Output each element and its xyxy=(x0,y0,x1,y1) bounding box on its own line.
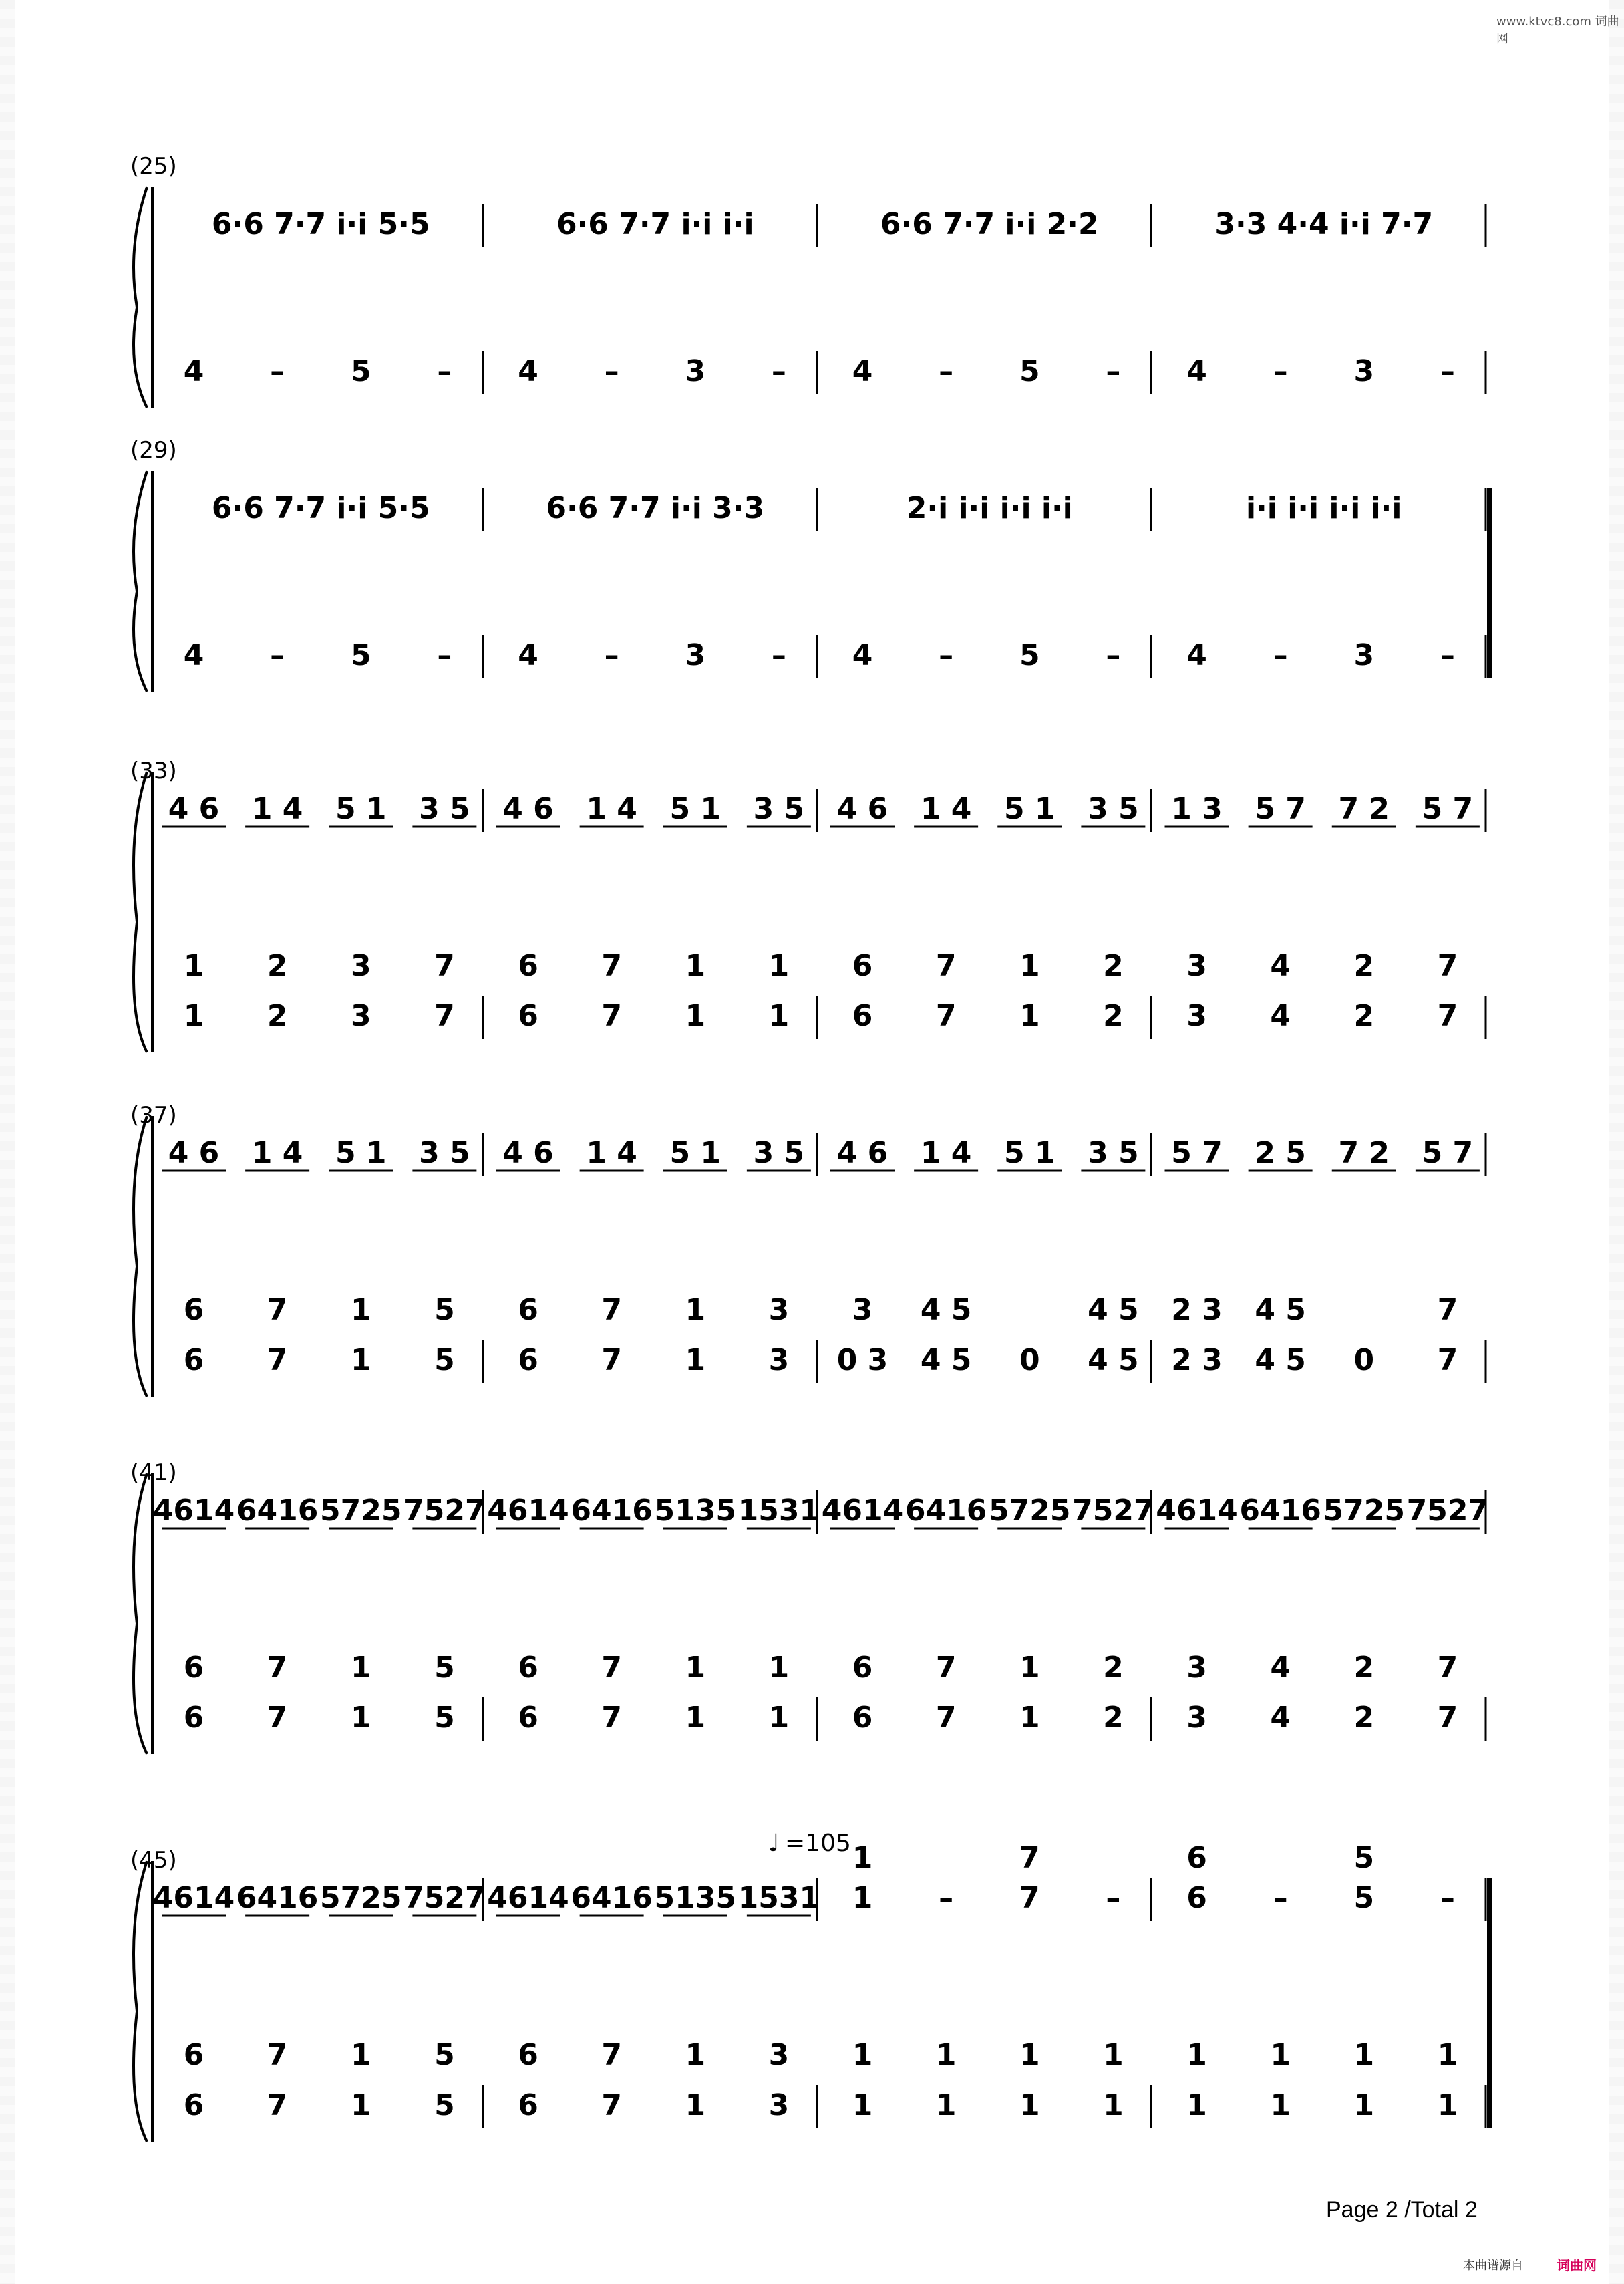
bass-note: 7 xyxy=(267,1701,288,1735)
bass-note: 4 xyxy=(518,354,538,388)
middle-voice-note: 5 xyxy=(434,2038,455,2072)
middle-voice-note: 6 xyxy=(183,1651,204,1685)
bass-note: 2 xyxy=(1353,999,1375,1033)
middle-voice-note: 7 xyxy=(601,949,622,983)
bass-note: 2 xyxy=(1103,999,1124,1033)
bass-note: – xyxy=(437,354,452,388)
bass-note: 1 xyxy=(685,1343,706,1377)
treble-note-group: – xyxy=(1273,1881,1288,1915)
bass-note: 1 xyxy=(183,999,204,1033)
treble-note-group: 3 5 xyxy=(753,1136,805,1170)
treble-measure: 6·6 7·7 i·i i·i xyxy=(556,207,754,241)
middle-voice-note: 4 5 xyxy=(920,1293,972,1327)
bass-note: 6 xyxy=(518,999,538,1033)
system-number: (33) xyxy=(130,758,177,784)
middle-voice-note: 2 xyxy=(1103,1651,1124,1685)
bass-note: 5 xyxy=(434,2088,455,2122)
bass-note: 0 xyxy=(1019,1343,1040,1377)
bass-note: 4 5 xyxy=(1088,1343,1139,1377)
middle-voice-note: 6 xyxy=(518,2038,538,2072)
treble-note-group: 4614 xyxy=(487,1493,569,1528)
bass-note: – xyxy=(604,354,619,388)
bass-note: 4 xyxy=(183,638,204,672)
bass-note: – xyxy=(1106,638,1121,672)
bass-note: 4 5 xyxy=(1255,1343,1306,1377)
bass-note: – xyxy=(1440,638,1455,672)
treble-note-group: 1 4 xyxy=(586,792,637,826)
middle-voice-note: 3 xyxy=(1186,1651,1207,1685)
treble-note-group: 3 5 xyxy=(753,792,805,826)
middle-voice-note: 1 xyxy=(1437,2038,1458,2072)
site-watermark: www.ktvc8.com 词曲网 xyxy=(1496,15,1619,46)
system-brace xyxy=(134,1116,147,1397)
treble-note-group: 4614 xyxy=(821,1493,904,1528)
treble-note-group: 6416 xyxy=(905,1493,987,1528)
treble-note-group: 4 6 xyxy=(168,1136,220,1170)
middle-voice-note: 7 xyxy=(601,1293,622,1327)
bass-note: 1 xyxy=(768,1701,790,1735)
tempo-mark: =105 xyxy=(785,1830,851,1857)
middle-voice-note: 3 xyxy=(768,2038,790,2072)
bass-note: – xyxy=(1106,354,1121,388)
bass-note: – xyxy=(939,638,954,672)
treble-note-group: – xyxy=(1440,1881,1455,1915)
bass-note: 7 xyxy=(267,1343,288,1377)
treble-note-group: 1531 xyxy=(738,1881,820,1915)
bass-note: 1 xyxy=(1353,2088,1375,2122)
treble-measure: 6·6 7·7 i·i 2·2 xyxy=(880,207,1099,241)
bass-note: 7 xyxy=(601,1701,622,1735)
bass-note: 1 xyxy=(1437,2088,1458,2122)
treble-note-group: 1 4 xyxy=(586,1136,637,1170)
bass-note: 5 xyxy=(1019,354,1040,388)
bass-note: 7 xyxy=(1437,1343,1458,1377)
bass-note: – xyxy=(1440,354,1455,388)
system-number: (25) xyxy=(130,153,177,180)
middle-voice-note: 4 5 xyxy=(1088,1293,1139,1327)
bass-note: 7 xyxy=(935,1701,957,1735)
bass-note: 4 xyxy=(1186,354,1207,388)
treble-note-group: 3 5 xyxy=(419,1136,470,1170)
treble-note-group: 1 3 xyxy=(1171,792,1223,826)
treble-note-group: 5 1 xyxy=(1003,792,1055,826)
middle-voice-note: 1 xyxy=(1019,2038,1040,2072)
treble-note-group: 4 6 xyxy=(502,1136,554,1170)
treble-note-group: 7 xyxy=(1019,1881,1040,1915)
treble-note-group: 1 4 xyxy=(251,1136,303,1170)
middle-voice-note: 1 xyxy=(768,1651,790,1685)
treble-note-group: 4 6 xyxy=(836,792,888,826)
treble-note-group: 7 2 xyxy=(1338,792,1390,826)
middle-voice-note: 7 xyxy=(1437,949,1458,983)
treble-measure: i·i i·i i·i i·i xyxy=(1246,491,1402,525)
treble-note-group: 1 4 xyxy=(251,792,303,826)
bass-note: 1 xyxy=(350,1343,371,1377)
brand-logo: 词曲网 xyxy=(1557,2257,1597,2273)
treble-note-group: 2 5 xyxy=(1255,1136,1306,1170)
treble-note-group: 4 6 xyxy=(168,792,220,826)
system-brace xyxy=(134,187,147,408)
middle-voice-note: 6 xyxy=(183,1293,204,1327)
treble-note-group: 6416 xyxy=(236,1881,319,1915)
bass-note: 4 xyxy=(1186,638,1207,672)
middle-voice-note: 7 xyxy=(935,1651,957,1685)
middle-voice-note: 4 xyxy=(1270,949,1291,983)
middle-voice-note: 7 xyxy=(601,1651,622,1685)
bass-note: 1 xyxy=(1019,1701,1040,1735)
bass-note: 5 xyxy=(350,638,371,672)
bass-note: 3 xyxy=(350,999,371,1033)
treble-note-group: 5 1 xyxy=(669,1136,721,1170)
bass-note: 3 xyxy=(685,354,706,388)
page-number: Page 2 /Total 2 xyxy=(1326,2197,1478,2223)
treble-note-group: 4614 xyxy=(487,1881,569,1915)
treble-note-group: 6416 xyxy=(236,1493,319,1528)
treble-measure: 6·6 7·7 i·i 3·3 xyxy=(546,491,765,525)
bass-note: 7 xyxy=(1437,999,1458,1033)
middle-voice-note: 2 3 xyxy=(1171,1293,1223,1327)
bass-note: 1 xyxy=(350,1701,371,1735)
treble-note-group: 5 7 xyxy=(1422,792,1474,826)
system-brace xyxy=(134,1473,147,1754)
middle-voice-note: 3 xyxy=(852,1293,873,1327)
treble-note-group: 1 4 xyxy=(920,1136,972,1170)
bass-note: – xyxy=(939,354,954,388)
bass-note: 6 xyxy=(183,1343,204,1377)
middle-voice-note: 3 xyxy=(1186,949,1207,983)
treble-note-group: 5135 xyxy=(654,1493,736,1528)
treble-note-group: 4614 xyxy=(152,1881,235,1915)
system-number: (37) xyxy=(130,1102,177,1129)
middle-voice-note: 2 xyxy=(1103,949,1124,983)
middle-voice-note: 1 xyxy=(350,2038,371,2072)
system-number: (45) xyxy=(130,1847,177,1874)
treble-note-group: 5 1 xyxy=(1003,1136,1055,1170)
treble-note-group: 5 7 xyxy=(1171,1136,1223,1170)
bass-note: 3 xyxy=(768,1343,790,1377)
middle-voice-note: 1 xyxy=(685,1293,706,1327)
bass-note: – xyxy=(771,638,786,672)
treble-measure: 6·6 7·7 i·i 5·5 xyxy=(211,491,430,525)
treble-note-group: 1 4 xyxy=(920,792,972,826)
middle-voice-note: 1 xyxy=(685,949,706,983)
bass-note: 5 xyxy=(434,1343,455,1377)
treble-note-group: 4614 xyxy=(1156,1493,1238,1528)
bass-note: 1 xyxy=(1019,2088,1040,2122)
treble-note-group: 7 2 xyxy=(1338,1136,1390,1170)
bass-note: 2 xyxy=(1353,1701,1375,1735)
bass-note: 1 xyxy=(852,2088,873,2122)
upper-voice-note: 7 xyxy=(1019,1841,1040,1875)
tempo-note-icon: ♩ xyxy=(768,1830,780,1857)
treble-note-group: 4614 xyxy=(152,1493,235,1528)
middle-voice-note: 7 xyxy=(1437,1293,1458,1327)
bass-note: 4 xyxy=(1270,1701,1291,1735)
treble-note-group: 5135 xyxy=(654,1881,736,1915)
bass-note: 1 xyxy=(935,2088,957,2122)
treble-note-group: 6416 xyxy=(571,1493,653,1528)
bass-note: 5 xyxy=(1019,638,1040,672)
upper-voice-note: 5 xyxy=(1353,1841,1375,1875)
treble-note-group: 6416 xyxy=(571,1881,653,1915)
bass-note: 3 xyxy=(685,638,706,672)
bass-note: 3 xyxy=(768,2088,790,2122)
upper-voice-note: 6 xyxy=(1186,1841,1207,1875)
bass-note: – xyxy=(1273,638,1288,672)
middle-voice-note: 4 xyxy=(1270,1651,1291,1685)
bass-note: – xyxy=(270,638,285,672)
bass-note: 7 xyxy=(267,2088,288,2122)
treble-note-group: 4 6 xyxy=(502,792,554,826)
treble-note-group: – xyxy=(939,1881,954,1915)
bass-note: – xyxy=(437,638,452,672)
treble-note-group: 3 5 xyxy=(1088,1136,1139,1170)
bass-note: 7 xyxy=(601,999,622,1033)
middle-voice-note: 7 xyxy=(267,1293,288,1327)
middle-voice-note: 1 xyxy=(1019,949,1040,983)
treble-measure: 6·6 7·7 i·i 5·5 xyxy=(211,207,430,241)
bass-note: 7 xyxy=(935,999,957,1033)
bass-note: 3 xyxy=(1353,354,1375,388)
middle-voice-note: 3 xyxy=(350,949,371,983)
bass-note: 7 xyxy=(601,1343,622,1377)
bass-note: 3 xyxy=(1353,638,1375,672)
bass-note: 7 xyxy=(1437,1701,1458,1735)
treble-note-group: 5 1 xyxy=(335,792,387,826)
middle-voice-note: 7 xyxy=(434,949,455,983)
middle-voice-note: 7 xyxy=(1437,1651,1458,1685)
bass-note: – xyxy=(270,354,285,388)
treble-note-group: 6416 xyxy=(1239,1493,1321,1528)
treble-note-group: 3 5 xyxy=(1088,792,1139,826)
bass-note: 1 xyxy=(1270,2088,1291,2122)
middle-voice-note: 3 xyxy=(768,1293,790,1327)
middle-voice-note: 1 xyxy=(685,2038,706,2072)
system-brace xyxy=(134,471,147,692)
middle-voice-note: 6 xyxy=(518,949,538,983)
treble-note-group: 5 7 xyxy=(1255,792,1306,826)
middle-voice-note: 1 xyxy=(350,1293,371,1327)
middle-voice-note: 1 xyxy=(183,949,204,983)
bass-note: 1 xyxy=(768,999,790,1033)
middle-voice-note: 1 xyxy=(768,949,790,983)
bass-note: 4 xyxy=(1270,999,1291,1033)
bass-note: 1 xyxy=(350,2088,371,2122)
middle-voice-note: 5 xyxy=(434,1293,455,1327)
middle-voice-note: 2 xyxy=(1353,949,1375,983)
upper-voice-note: 1 xyxy=(852,1841,873,1875)
bass-note: 6 xyxy=(183,1701,204,1735)
bass-note: 7 xyxy=(434,999,455,1033)
bass-note: 3 xyxy=(1186,1701,1207,1735)
treble-note-group: 7527 xyxy=(1406,1493,1489,1528)
bass-note: 1 xyxy=(685,2088,706,2122)
bass-note: 1 xyxy=(1019,999,1040,1033)
middle-voice-note: 1 xyxy=(852,2038,873,2072)
bass-note: 4 xyxy=(518,638,538,672)
treble-note-group: 5725 xyxy=(320,1493,402,1528)
middle-voice-note: 1 xyxy=(1186,2038,1207,2072)
treble-note-group: – xyxy=(1106,1881,1121,1915)
bass-note: 6 xyxy=(518,2088,538,2122)
bass-note: 6 xyxy=(852,1701,873,1735)
treble-note-group: 5725 xyxy=(1323,1493,1405,1528)
system-number: (29) xyxy=(130,437,177,464)
middle-voice-note: 1 xyxy=(1019,1651,1040,1685)
treble-note-group: 7527 xyxy=(403,1493,486,1528)
bass-note: 4 xyxy=(183,354,204,388)
system-brace xyxy=(134,772,147,1052)
bass-note: – xyxy=(604,638,619,672)
bass-note: 1 xyxy=(1103,2088,1124,2122)
middle-voice-note: 5 xyxy=(434,1651,455,1685)
treble-note-group: 5 7 xyxy=(1422,1136,1474,1170)
middle-voice-note: 7 xyxy=(935,949,957,983)
middle-voice-note: 6 xyxy=(852,949,873,983)
bass-note: 4 xyxy=(852,354,873,388)
bass-note: 0 3 xyxy=(836,1343,888,1377)
treble-note-group: 6 xyxy=(1186,1881,1207,1915)
source-label: 本曲谱源自 xyxy=(1463,2259,1523,2273)
bass-note: 2 3 xyxy=(1171,1343,1223,1377)
treble-note-group: 7527 xyxy=(1072,1493,1154,1528)
treble-measure: 3·3 4·4 i·i 7·7 xyxy=(1214,207,1434,241)
bass-note: 1 xyxy=(685,1701,706,1735)
bass-note: 3 xyxy=(1186,999,1207,1033)
bass-note: – xyxy=(771,354,786,388)
middle-voice-note: 6 xyxy=(183,2038,204,2072)
middle-voice-note: 1 xyxy=(1103,2038,1124,2072)
treble-note-group: 7527 xyxy=(403,1881,486,1915)
bass-note: 6 xyxy=(852,999,873,1033)
treble-note-group: 5725 xyxy=(320,1881,402,1915)
bass-note: 2 xyxy=(267,999,288,1033)
bass-note: 0 xyxy=(1353,1343,1375,1377)
middle-voice-note: 1 xyxy=(350,1651,371,1685)
middle-voice-note: 1 xyxy=(935,2038,957,2072)
treble-note-group: 5 1 xyxy=(669,792,721,826)
system-number: (41) xyxy=(130,1459,177,1486)
middle-voice-note: 2 xyxy=(267,949,288,983)
treble-note-group: 4 6 xyxy=(836,1136,888,1170)
treble-note-group: 1531 xyxy=(738,1493,820,1528)
middle-voice-note: 6 xyxy=(518,1651,538,1685)
system-brace xyxy=(134,1861,147,2142)
treble-measure: 2·i i·i i·i i·i xyxy=(906,491,1073,525)
middle-voice-note: 1 xyxy=(1270,2038,1291,2072)
bass-note: – xyxy=(1273,354,1288,388)
bass-note: 7 xyxy=(601,2088,622,2122)
middle-voice-note: 6 xyxy=(852,1651,873,1685)
bass-note: 4 xyxy=(852,638,873,672)
middle-voice-note: 7 xyxy=(267,2038,288,2072)
treble-note-group: 5 xyxy=(1353,1881,1375,1915)
middle-voice-note: 7 xyxy=(267,1651,288,1685)
bass-note: 6 xyxy=(183,2088,204,2122)
treble-note-group: 5725 xyxy=(989,1493,1071,1528)
middle-voice-note: 1 xyxy=(1353,2038,1375,2072)
treble-note-group: 5 1 xyxy=(335,1136,387,1170)
treble-note-group: 3 5 xyxy=(419,792,470,826)
middle-voice-note: 6 xyxy=(518,1293,538,1327)
treble-note-group: 1 xyxy=(852,1881,873,1915)
middle-voice-note: 7 xyxy=(601,2038,622,2072)
bass-note: 4 5 xyxy=(920,1343,972,1377)
middle-voice-note: 2 xyxy=(1353,1651,1375,1685)
middle-voice-note: 1 xyxy=(685,1651,706,1685)
middle-voice-note: 4 5 xyxy=(1255,1293,1306,1327)
bass-note: 5 xyxy=(350,354,371,388)
bass-note: 2 xyxy=(1103,1701,1124,1735)
bass-note: 6 xyxy=(518,1701,538,1735)
bass-note: 6 xyxy=(518,1343,538,1377)
bass-note: 1 xyxy=(685,999,706,1033)
bass-note: 5 xyxy=(434,1701,455,1735)
bass-note: 1 xyxy=(1186,2088,1207,2122)
